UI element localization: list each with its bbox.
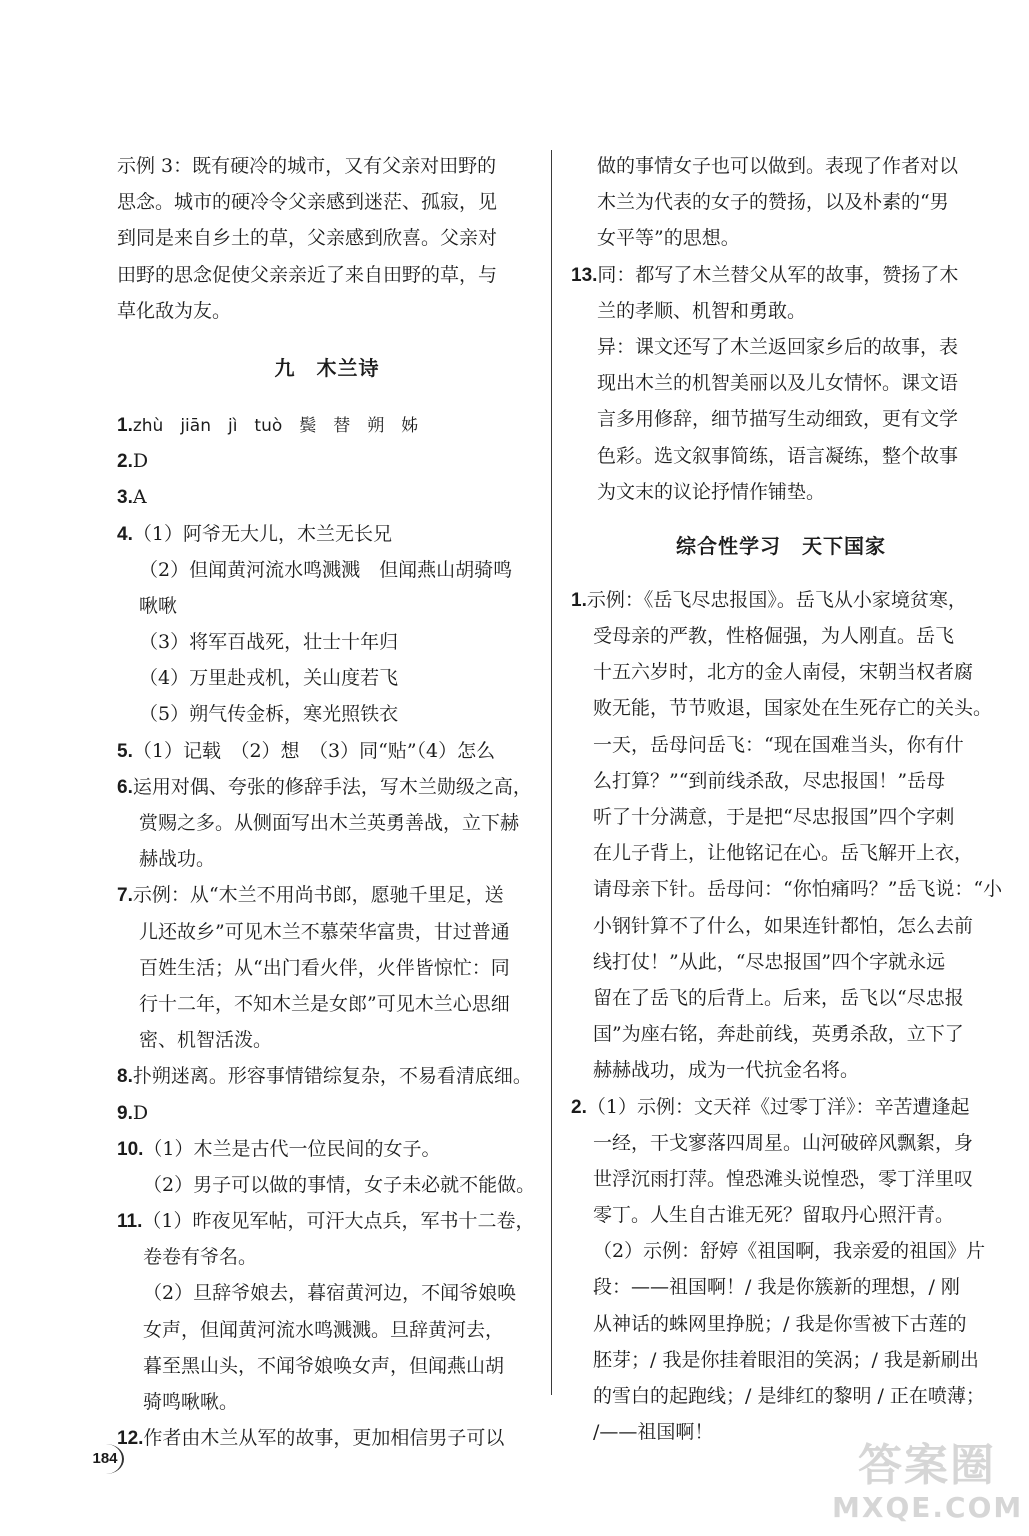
answer-continuation-line: 赫赫战功，成为一代抗金名将。 <box>593 1059 860 1082</box>
watermark-url: MXQE.COM <box>832 1491 1024 1524</box>
watermark-text: 答案圈 <box>858 1440 996 1491</box>
answer-number: 11. <box>117 1211 143 1233</box>
text-line: 做的事情女子也可以做到。表现了作者对以 <box>597 155 959 177</box>
answer-text: 运用对偶、夸张的修辞手法，写木兰勋级之高， <box>132 775 532 798</box>
answer-list <box>571 582 1003 1451</box>
answer-item <box>117 769 537 878</box>
answer-item <box>117 733 537 769</box>
answer-text: 同：都写了木兰替父从军的故事，赞扬了木 <box>597 263 959 286</box>
answer-number: 10. <box>117 1138 144 1160</box>
answer-first-line <box>117 479 537 515</box>
answer-continuation-line: 兰的孝顺、机智和勇敢。 <box>597 299 807 322</box>
answer-continuation-line: 十五六岁时，北方的金人南侵，宋朝当权者腐 <box>593 661 974 684</box>
answer-continuation-line: （2）示例：舒婷《祖国啊，我亲爱的祖国》片 <box>593 1240 986 1263</box>
answer-text: D <box>132 450 149 473</box>
answer-continuation-line: 在儿子背上，让他铭记在心。岳飞解开上衣， <box>593 842 974 865</box>
answer-continuation-line: 为文末的议论抒情作铺垫。 <box>597 480 826 503</box>
answer-continuation-line: 败无能，节节败退，国家处在生死存亡的关头。 <box>593 697 993 720</box>
text-line: 思念。城市的硬冷令父亲感到迷茫、孤寂，见 <box>117 191 498 214</box>
answer-text: A <box>132 486 147 509</box>
answer-first-line <box>571 1089 991 1125</box>
answer-continuation-line: 留在了岳飞的后背上。后来，岳飞以“尽忠报 <box>593 986 964 1009</box>
answer-item <box>117 443 537 479</box>
answer-continuation-line: 百姓生活；从“出门看火伴，火伴皆惊忙：同 <box>139 956 510 979</box>
answer-first-line <box>117 769 537 805</box>
answer-text: 示例：《岳飞尽忠报国》。岳飞从小家境贫寒， <box>586 588 967 611</box>
answer-continuation-line: 请母亲下针。岳母问：“你怕痛吗？”岳飞说：“小 <box>593 878 1003 901</box>
answer-number: 9. <box>117 1102 133 1124</box>
answer-continuation-line: （5）朔气传金柝，寒光照铁衣 <box>139 703 399 726</box>
answer-continuation-line: /——祖国啊！ <box>593 1421 714 1444</box>
answer-continuation-line: 现出木兰的机智美丽以及儿女情怀。课文语 <box>597 372 959 395</box>
answer-13 <box>571 257 991 510</box>
answer-item <box>117 1131 537 1203</box>
answer-text: 扑朔迷离。形容事情错综复杂，不易看清底细。 <box>132 1065 532 1088</box>
answer-number: 4. <box>117 523 133 545</box>
answer-continuation-line: 段：——祖国啊！/ 我是你簇新的理想，/ 刚 <box>593 1276 960 1299</box>
answer-continuation-line: 胚芽；/ 我是你挂着眼泪的笑涡；/ 我是新刷出 <box>593 1348 979 1371</box>
answer-first-line <box>117 443 537 479</box>
answer-continuation-line: 的雪白的起跑线；/ 是绯红的黎明 / 正在喷薄； <box>593 1385 985 1407</box>
answer-number: 8. <box>117 1066 133 1088</box>
text-line: 女平等”的思想。 <box>597 227 740 250</box>
answer-text: （1）昨夜见军帖，可汗大点兵，军书十二卷， <box>142 1210 535 1233</box>
answer-number: 2. <box>571 1096 587 1118</box>
answer-list <box>117 407 537 1456</box>
answer-number: 13. <box>571 264 598 286</box>
left-column <box>117 148 537 1456</box>
answer-continuation-line: 受母亲的严教，性格倔强，为人刚直。岳飞 <box>593 625 955 648</box>
answer-text: （1）记载 （2）想 （3）同“贴”（4）怎么 <box>132 739 496 762</box>
answer-number: 1. <box>117 414 133 436</box>
answer-number: 1. <box>571 589 587 611</box>
answer-continuation-line: （2）男子可以做的事情，女子未必就不能做。 <box>143 1173 536 1196</box>
answer-first-line <box>117 1131 537 1167</box>
answer-continuation-line: （4）万里赴戎机，关山度若飞 <box>139 667 399 690</box>
answer-continuation-line: 小钢针算不了什么，如果连针都怕，怎么去前 <box>593 914 974 937</box>
answer-continuation-line: 女声，但闻黄河流水鸣溅溅。旦辞黄河去， <box>143 1318 505 1341</box>
intro-paragraph <box>117 148 537 329</box>
answer-item <box>117 877 537 1058</box>
watermark-logo <box>832 1440 1022 1530</box>
answer-continuation-line: 世浮沉雨打萍。惶恐滩头说惶恐，零丁洋里叹 <box>593 1167 974 1190</box>
answer-item <box>571 582 1003 1089</box>
answer-continuation-line: 国”为座右铭，奔赴前线，英勇杀敌，立下了 <box>593 1023 964 1046</box>
answer-continuation-line: 啾啾 <box>139 594 178 617</box>
page-number: 184 <box>88 1444 124 1474</box>
answer-text: 示例：从“木兰不用尚书郎，愿驰千里足，送 <box>132 884 504 907</box>
answer-continuation-line: 赏赐之多。从侧面写出木兰英勇善战，立下赫 <box>139 812 520 834</box>
answer-text: （1）木兰是古代一位民间的女子。 <box>143 1137 441 1160</box>
answer-first-line <box>117 877 537 913</box>
answer-continuation-line: （2）旦辞爷娘去，暮宿黄河边，不闻爷娘唤 <box>143 1282 517 1305</box>
continued-paragraph <box>571 148 991 257</box>
answer-continuation-line: 赫战功。 <box>139 848 216 871</box>
answer-item <box>571 1089 991 1451</box>
answer-continuation-line: 么打算？”“到前线杀敌，尽忠报国！”岳母 <box>593 769 946 792</box>
answer-first-line <box>117 1203 537 1239</box>
answer-continuation-line: 色彩。选文叙事简练，语言凝练，整个故事 <box>597 444 959 467</box>
answer-continuation-line: 暮至黑山头，不闻爷娘唤女声，但闻燕山胡 <box>143 1354 505 1377</box>
answer-item <box>117 407 537 443</box>
answer-number: 5. <box>117 740 133 762</box>
answer-continuation-line: 一天，岳母问岳飞：“现在国难当头，你有什 <box>593 733 964 756</box>
answer-continuation-line: 卷卷有爷名。 <box>143 1246 258 1269</box>
answer-number: 12. <box>117 1428 144 1450</box>
answer-first-line <box>117 516 537 552</box>
answer-number: 2. <box>117 451 133 473</box>
text-line: 到同是来自乡土的草，父亲感到欣喜。父亲对 <box>117 227 498 250</box>
answer-continuation-line: 从神话的蛛网里挣脱；/ 我是你雪被下古莲的 <box>593 1312 967 1335</box>
text-line: 草化敌为友。 <box>117 299 232 322</box>
answer-text: zhù jiān jì tuò 鬓 替 朔 姊 <box>132 415 419 436</box>
answer-item <box>117 1058 537 1094</box>
section-title-integrated-learning: 综合性学习 天下国家 <box>676 533 886 558</box>
answer-number: 6. <box>117 776 133 798</box>
answer-text: （1）阿爷无大儿，木兰无长兄 <box>132 522 392 545</box>
section-title-mulan: 九 木兰诗 <box>274 355 380 380</box>
answer-continuation-line: 言多用修辞，细节描写生动细致，更有文学 <box>597 408 959 431</box>
answer-item <box>117 516 537 733</box>
text-line: 田野的思念促使父亲亲近了来自田野的草，与 <box>117 263 498 286</box>
answer-first-line <box>117 1058 537 1094</box>
answer-number: 3. <box>117 487 133 509</box>
answer-item <box>117 1203 537 1420</box>
answer-continuation-line: 骑鸣啾啾。 <box>143 1391 239 1413</box>
answer-continuation-line: （2）但闻黄河流水鸣溅溅 但闻燕山胡骑鸣 <box>139 558 513 581</box>
answer-first-line <box>571 582 991 618</box>
text-line: 木兰为代表的女子的赞扬，以及朴素的“男 <box>597 191 949 214</box>
column-divider <box>551 150 552 1395</box>
answer-continuation-line: 密、机智活泼。 <box>139 1029 273 1052</box>
answer-first-line <box>117 733 537 769</box>
answer-item <box>117 1095 537 1131</box>
answer-text: 作者由木兰从军的故事，更加相信男子可以 <box>143 1427 505 1450</box>
answer-item <box>571 257 991 510</box>
answer-continuation-line: 行十二年，不知木兰是女郎”可见木兰心思细 <box>139 992 510 1015</box>
answer-continuation-line: 异：课文还写了木兰返回家乡后的故事，表 <box>597 335 959 358</box>
right-column <box>571 148 1003 1450</box>
answer-number: 7. <box>117 885 133 907</box>
answer-item <box>117 479 537 515</box>
text-line: 示例 3：既有硬冷的城市，又有父亲对田野的 <box>117 155 497 177</box>
answer-continuation-line: 一经，干戈寥落四周星。山河破碎风飘絮，身 <box>593 1131 974 1154</box>
answer-first-line <box>117 1420 537 1456</box>
answer-continuation-line: 线打仗！”从此，“尽忠报国”四个字就永远 <box>593 950 946 973</box>
answer-first-line <box>117 1095 537 1131</box>
answer-continuation-line: 儿还故乡”可见木兰不慕荣华富贵，甘过普通 <box>139 920 510 943</box>
answer-item <box>117 1420 537 1456</box>
answer-first-line <box>117 407 537 443</box>
answer-text: （1）示例：文天祥《过零丁洋》：辛苦遭逢起 <box>586 1095 970 1118</box>
answer-continuation-line: 听了十分满意，于是把“尽忠报国”四个字刺 <box>593 806 955 828</box>
answer-first-line <box>571 257 991 293</box>
answer-continuation-line: 零丁。人生自古谁无死？留取丹心照汗青。 <box>593 1204 955 1227</box>
answer-text: D <box>132 1101 149 1124</box>
answer-continuation-line: （3）将军百战死，壮士十年归 <box>139 631 399 654</box>
